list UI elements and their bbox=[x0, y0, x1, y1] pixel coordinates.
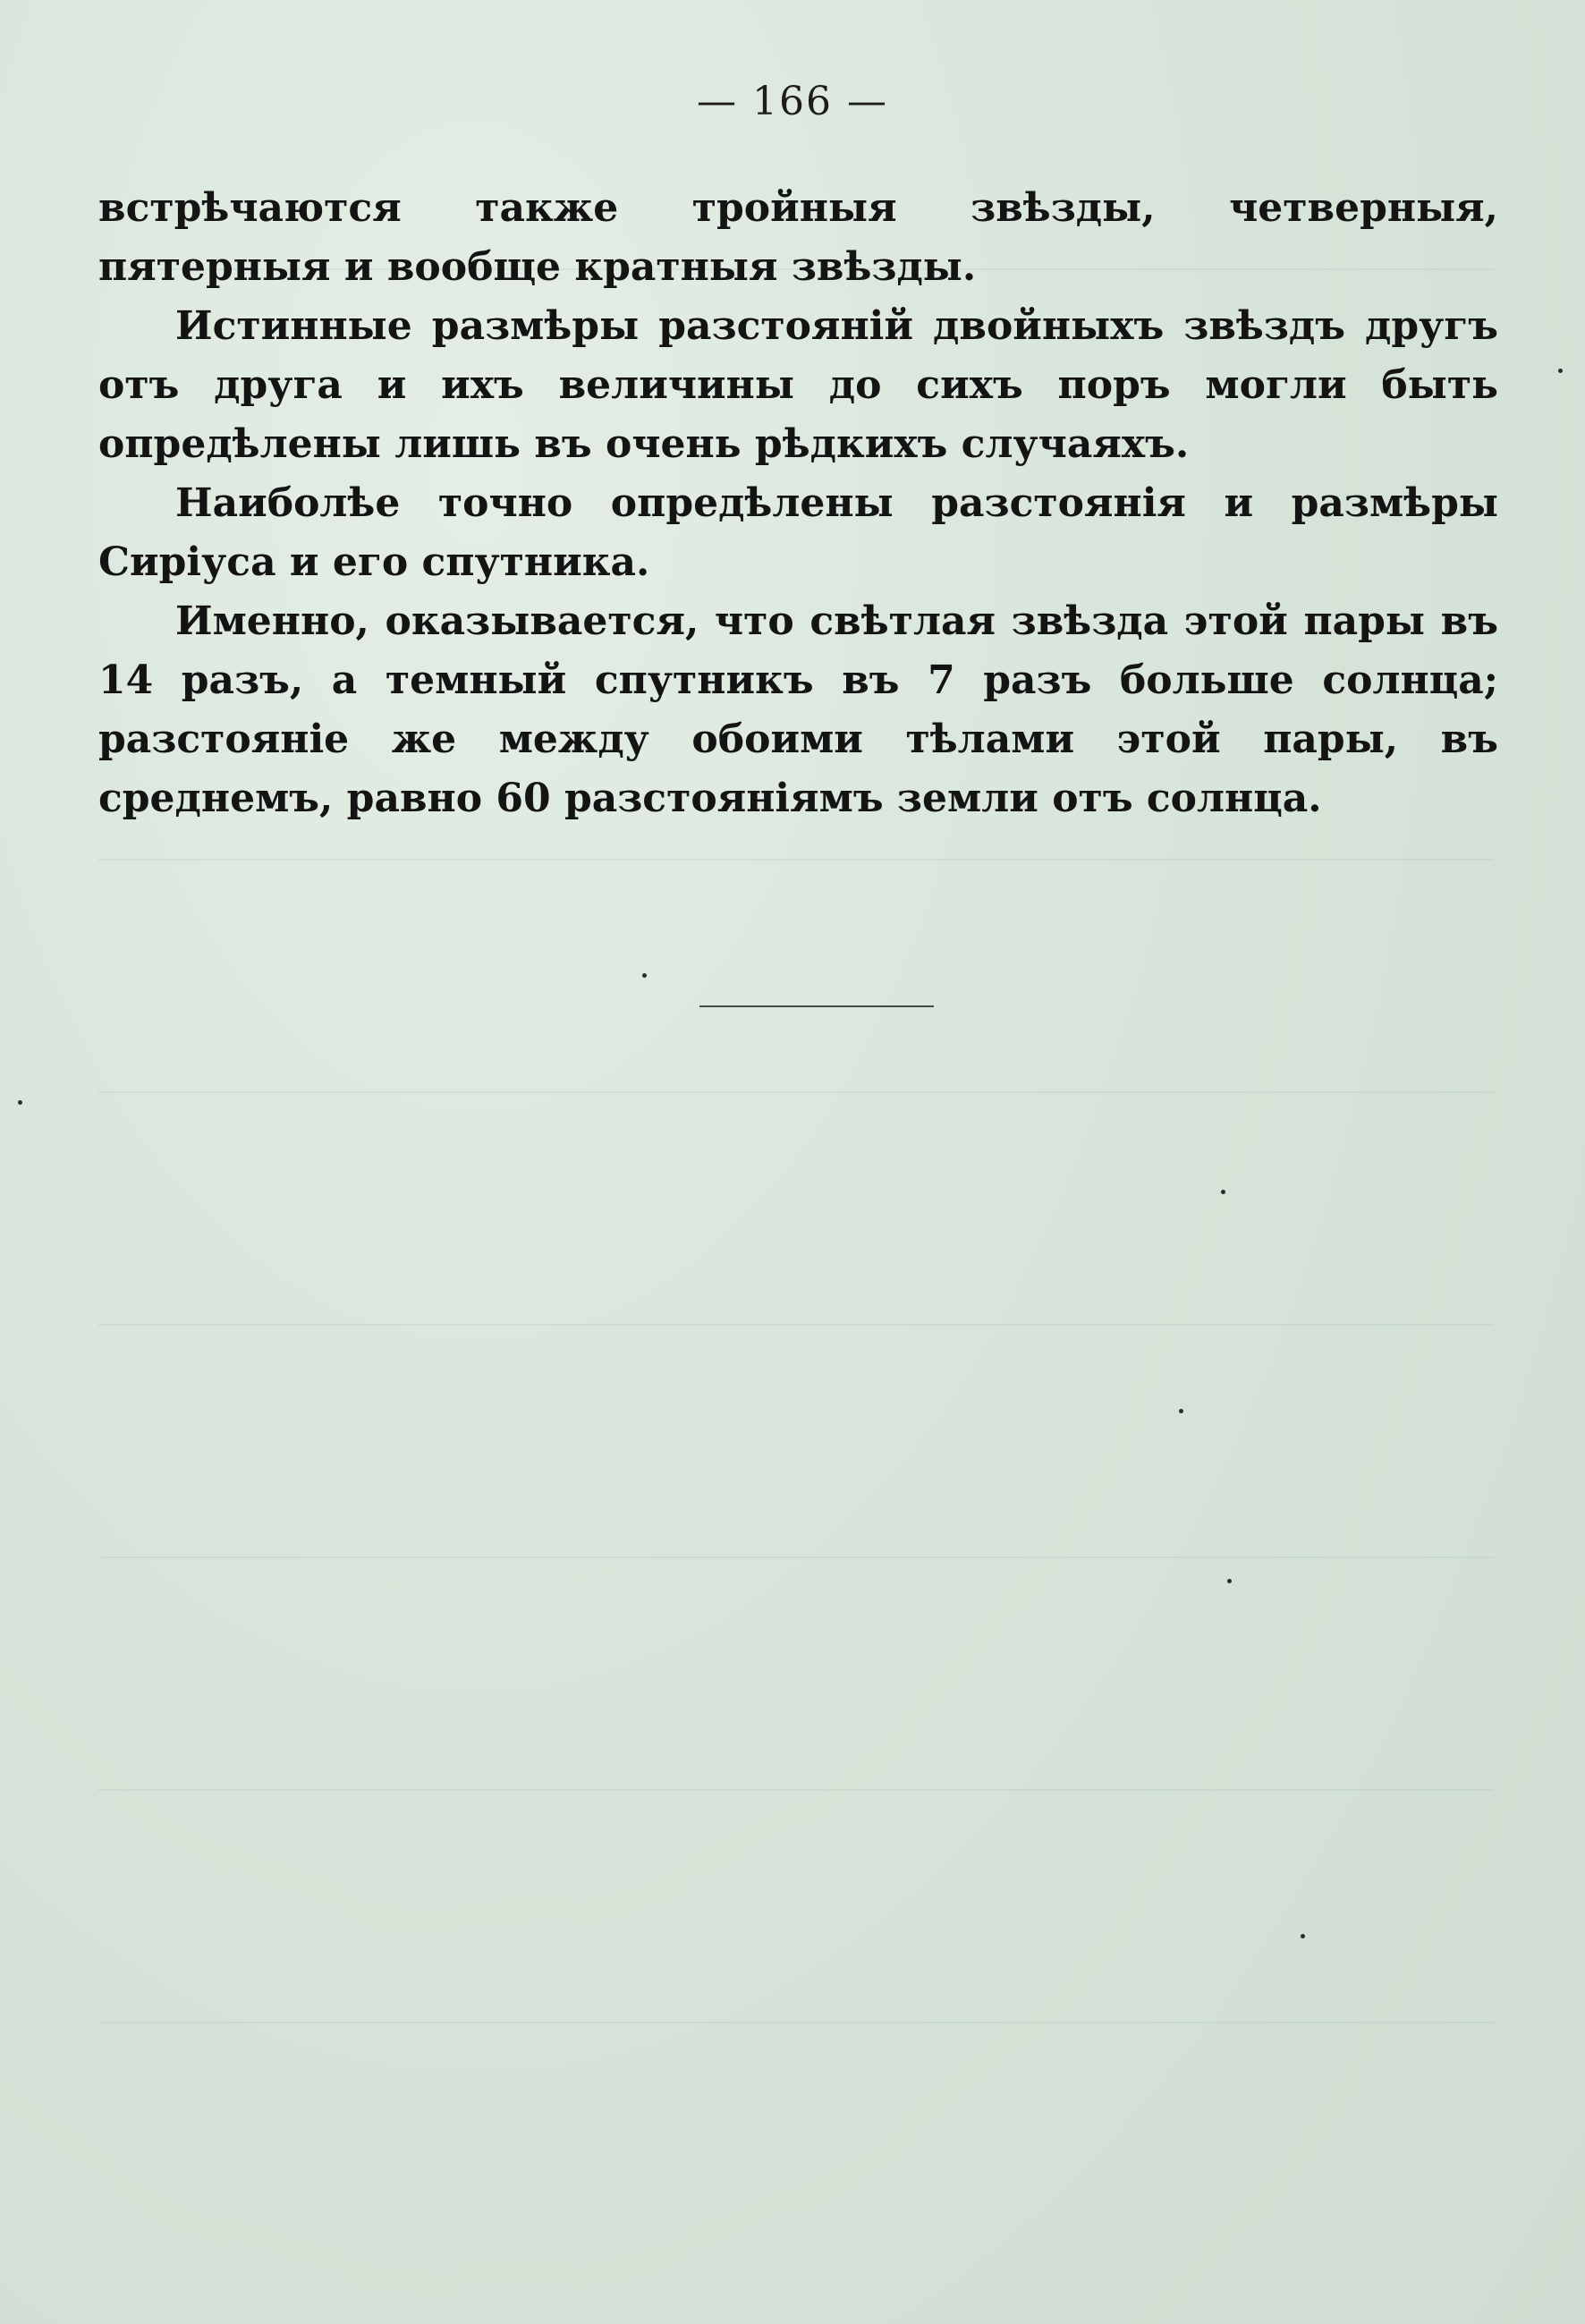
show-through-line bbox=[98, 1556, 1494, 1558]
paragraph: Наиболѣе точно опредѣлены разстоянія и размѣры Сиріуса и его спутника. bbox=[98, 480, 1498, 585]
show-through-line bbox=[98, 2022, 1494, 2023]
print-speck bbox=[1558, 369, 1563, 373]
print-speck bbox=[1221, 1190, 1225, 1194]
print-speck bbox=[1179, 1409, 1183, 1413]
body-text bbox=[98, 179, 1498, 828]
show-through-line bbox=[98, 1789, 1494, 1791]
print-speck bbox=[642, 973, 647, 978]
show-through-line bbox=[98, 1324, 1494, 1326]
print-speck bbox=[1301, 1934, 1305, 1938]
print-speck bbox=[1227, 1579, 1232, 1583]
paragraph: Именно, оказывается, что свѣтлая звѣзда этой пары въ 14 разъ, а темный спутникъ въ 7 разъ больше солнца; разстояніе же между обоими тѣлами этой пары, въ среднемъ, равно 60 разстояніямъ земли отъ солнца. bbox=[98, 598, 1498, 821]
page-number: — 166 — bbox=[697, 79, 888, 124]
show-through-line bbox=[98, 859, 1494, 861]
paragraph: встрѣчаются также тройныя звѣзды, четверныя, пятерныя и вообще кратныя звѣзды. bbox=[98, 185, 1498, 290]
print-speck bbox=[18, 1100, 22, 1105]
paragraph: Истинные размѣры разстояній двойныхъ звѣздъ другъ отъ друга и ихъ величины до сихъ поръ могли быть опредѣлены лишь въ очень рѣдкихъ случаяхъ. bbox=[98, 303, 1498, 467]
show-through-line bbox=[98, 1091, 1494, 1093]
section-divider bbox=[699, 1005, 934, 1007]
